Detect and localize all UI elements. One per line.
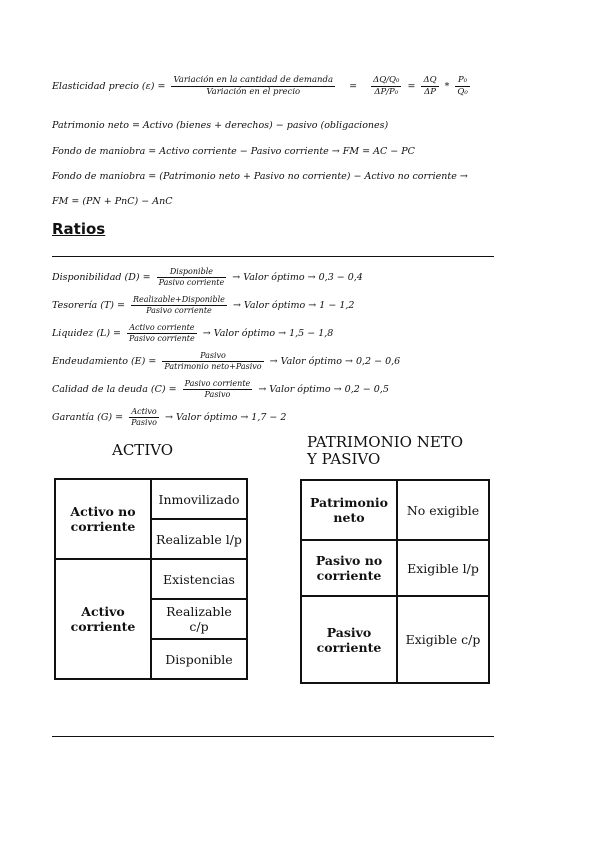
equals-sign: =: [349, 81, 358, 92]
pasivo-table: [300, 479, 490, 684]
ratio-denominator: Patrimonio neto+Pasivo: [164, 362, 262, 371]
ratio-fraction: [127, 323, 197, 344]
elasticity-fraction-relative: [371, 75, 401, 98]
ratio-label: Disponibilidad (D) =: [52, 272, 151, 283]
activo-corriente-cell: Activo corriente: [55, 559, 151, 679]
pasivo-no-corriente-cell: Pasivo no corriente: [301, 540, 397, 596]
elasticity-fraction-words: [171, 75, 335, 98]
ratio-denominator: Pasivo corriente: [158, 278, 225, 287]
elasticity-fraction-pq: [455, 75, 469, 98]
ratio-row: [52, 267, 363, 288]
fondo-maniobra-formula-2: Fondo de maniobra = (Patrimonio neto + Pasivo no corriente) − Activo no corriente →: [52, 171, 468, 182]
realizable-cp-cell: Realizable c/p: [151, 599, 247, 639]
divider-top: [52, 256, 494, 257]
ratio-label: Calidad de la deuda (C) =: [52, 384, 177, 395]
ratio-label: Endeudamiento (E) =: [52, 356, 157, 367]
ratio-optimal-value: → Valor óptimo → 1 − 1,2: [232, 300, 355, 311]
ratio-row: [52, 351, 400, 372]
pasivo-title-line-2: Y PASIVO: [307, 450, 381, 468]
ratio-optimal-value: → Valor óptimo → 0,2 − 0,5: [258, 384, 389, 395]
ratio-fraction: [183, 379, 253, 400]
times-sign: *: [444, 81, 450, 92]
activo-title: ACTIVO: [112, 441, 174, 459]
ratio-numerator: Pasivo: [162, 351, 263, 362]
ratio-label: Liquidez (L) =: [52, 328, 122, 339]
ratio-fraction: [162, 351, 263, 372]
ratio-optimal-value: → Valor óptimo → 1,5 − 1,8: [202, 328, 334, 339]
fondo-maniobra-formula-3: FM = (PN + PnC) − AnC: [52, 196, 173, 207]
ratio-label: Tesorería (T) =: [52, 300, 125, 311]
ratio-numerator: Disponible: [157, 267, 227, 278]
delta-denominator: ΔP: [424, 87, 436, 97]
exigible-cp-cell: Exigible c/p: [397, 596, 489, 683]
inmovilizado-cell: Inmovilizado: [151, 479, 247, 519]
elasticity-lhs: Elasticidad precio (ε) =: [52, 81, 166, 92]
ratio-numerator: Activo corriente: [127, 323, 197, 334]
ratio-numerator: Activo: [129, 407, 159, 418]
existencias-cell: Existencias: [151, 559, 247, 599]
relative-numerator: ΔQ/Q₀: [373, 75, 400, 85]
ratio-row: [52, 379, 389, 400]
ratio-denominator: Pasivo corriente: [146, 306, 212, 315]
ratio-denominator: Pasivo: [131, 418, 157, 427]
ratio-optimal-value: → Valor óptimo → 0,2 − 0,6: [269, 356, 401, 367]
ratio-row: [52, 295, 354, 316]
ratio-denominator: Pasivo: [204, 390, 231, 399]
disponible-cell: Disponible: [151, 639, 247, 679]
no-exigible-cell: No exigible: [397, 480, 489, 540]
patrimonio-formula: Patrimonio neto = Activo (bienes + derechos) − pasivo (obligaciones): [52, 120, 389, 131]
patrimonio-neto-cell: Patrimonio neto: [301, 480, 397, 540]
ratios-heading: Ratios: [52, 220, 106, 238]
ratio-denominator: Pasivo corriente: [129, 334, 195, 343]
ratio-row: [52, 407, 286, 428]
pasivo-title: [307, 434, 463, 468]
ratio-optimal-value: → Valor óptimo → 0,3 − 0,4: [232, 272, 363, 283]
elasticity-numerator: Variación en la cantidad de demanda: [173, 75, 334, 85]
ratio-numerator: Realizable+Disponible: [133, 295, 225, 304]
realizable-lp-cell: Realizable l/p: [151, 519, 247, 559]
pq-denominator: Q₀: [457, 87, 468, 97]
ratio-label: Garantía (G) =: [52, 412, 124, 423]
ratio-numerator: Pasivo corriente: [184, 379, 251, 388]
equals-sign-2: =: [407, 81, 416, 92]
pq-numerator: P₀: [455, 75, 469, 87]
fondo-maniobra-formula-1: Fondo de maniobra = Activo corriente − Pasivo corriente → FM = AC − PC: [52, 146, 415, 157]
elasticity-fraction-delta: [421, 75, 438, 98]
delta-numerator: ΔQ: [423, 75, 437, 85]
pasivo-corriente-cell: Pasivo corriente: [301, 596, 397, 683]
ratio-fraction: [157, 267, 227, 288]
ratio-fraction: [131, 295, 227, 316]
divider-bottom: [52, 736, 494, 737]
ratio-row: [52, 323, 333, 344]
ratio-optimal-value: → Valor óptimo → 1,7 − 2: [164, 412, 287, 423]
activo-table: [54, 478, 248, 680]
activo-no-corriente-cell: Activo no corriente: [55, 479, 151, 559]
pasivo-title-line-1: PATRIMONIO NETO: [307, 433, 464, 451]
ratio-fraction: [129, 407, 159, 428]
exigible-lp-cell: Exigible l/p: [397, 540, 489, 596]
elasticity-denominator: Variación en el precio: [206, 87, 301, 97]
relative-denominator: ΔP/P₀: [374, 87, 399, 97]
elasticity-formula: [52, 75, 473, 98]
